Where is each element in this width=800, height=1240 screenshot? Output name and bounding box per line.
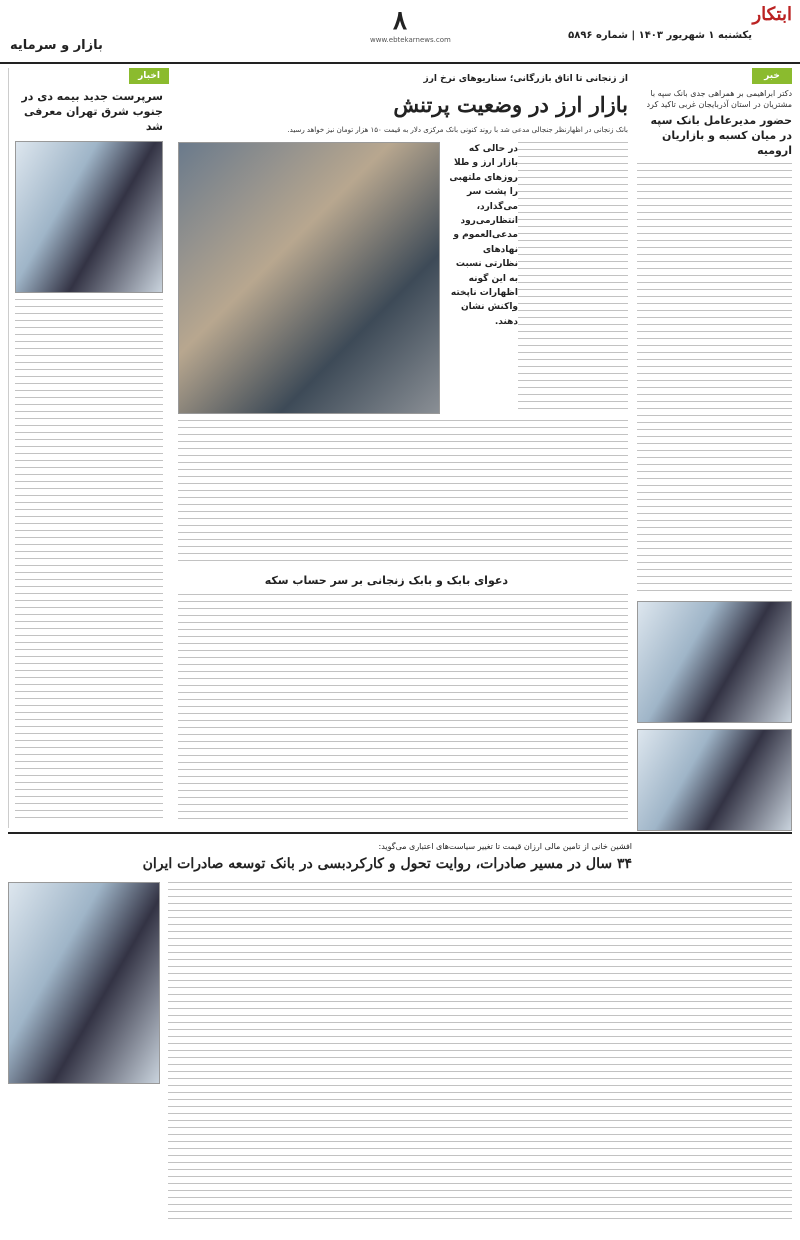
news-tag: خبر (752, 68, 792, 84)
main-photo (178, 142, 440, 414)
newspaper-logo: ابتکار (752, 4, 792, 25)
header-center (370, 6, 451, 44)
main-kicker: از زنجانی تا اتاق بازرگانی؛ سناریوهای نرخ ارز (423, 74, 628, 84)
section-label: بازار و سرمایه (10, 38, 103, 53)
main-article (178, 68, 628, 828)
box-title: دعوای بابک و بابک زنجانی بر سر حساب سکه (264, 574, 508, 587)
bottom-kicker: افشین خانی از تامین مالی ارزان قیمت تا تغییر سیاست‌های اعتباری می‌گوید: (378, 842, 632, 851)
page-number: ۸ (393, 6, 407, 36)
left-photo (15, 141, 163, 293)
main-body-text-1 (518, 142, 628, 412)
main-lead: بانک زنجانی در اظهارنظر جنجالی مدعی شد با روند کنونی بانک مرکزی دلار به قیمت ۱۵۰ هزار تومان نیز خواهد رسید. (287, 126, 628, 134)
bottom-photo (8, 882, 160, 1084)
page-header (0, 0, 800, 64)
right-body-text (637, 163, 792, 593)
bottom-body-text (168, 882, 792, 1222)
pull-quote: در حالی که بازار ارز و طلا روزهای ملتهبی را پشت سر می‌گذارد، انتظارمی‌رود مدعی‌العموم و نهادهای نظارتی نسبت به این گونه اظهارات ناپخته واکنش نشان دهند. (449, 144, 518, 327)
header-right (568, 4, 792, 41)
main-headline: بازار ارز در وضعیت پرتنش (393, 92, 628, 117)
right-title: حضور مدیرعامل بانک سپه در میان کسبه و بازاریان ارومیه (650, 114, 792, 158)
box-body-text (178, 594, 628, 819)
bottom-title: ۳۴ سال در مسیر صادرات، روایت تحول و کارکردبسی در بانک توسعه صادرات ایران (142, 856, 632, 872)
site-url: www.ebtekarnews.com (370, 36, 451, 44)
news-tag-left: اخبار (129, 68, 169, 84)
news-column-right (637, 68, 792, 828)
left-body-text (15, 299, 163, 819)
right-kicker: دکتر ابراهیمی بر همراهی جدی بانک سپه با مشتریان در استان آذربایجان غربی تاکید کرد (646, 89, 792, 110)
main-body-text-2 (178, 420, 628, 565)
news-column-left (8, 68, 169, 828)
date-line: یکشنبه ۱ شهریور ۱۴۰۳ | شماره ۵۸۹۶ (568, 30, 752, 41)
bottom-article (8, 832, 792, 1234)
right-photo-2 (637, 729, 792, 831)
left-title: سرپرست جدید بیمه دی در جنوب شرق تهران معرفی شد (21, 90, 163, 133)
right-photo-1 (637, 601, 792, 723)
